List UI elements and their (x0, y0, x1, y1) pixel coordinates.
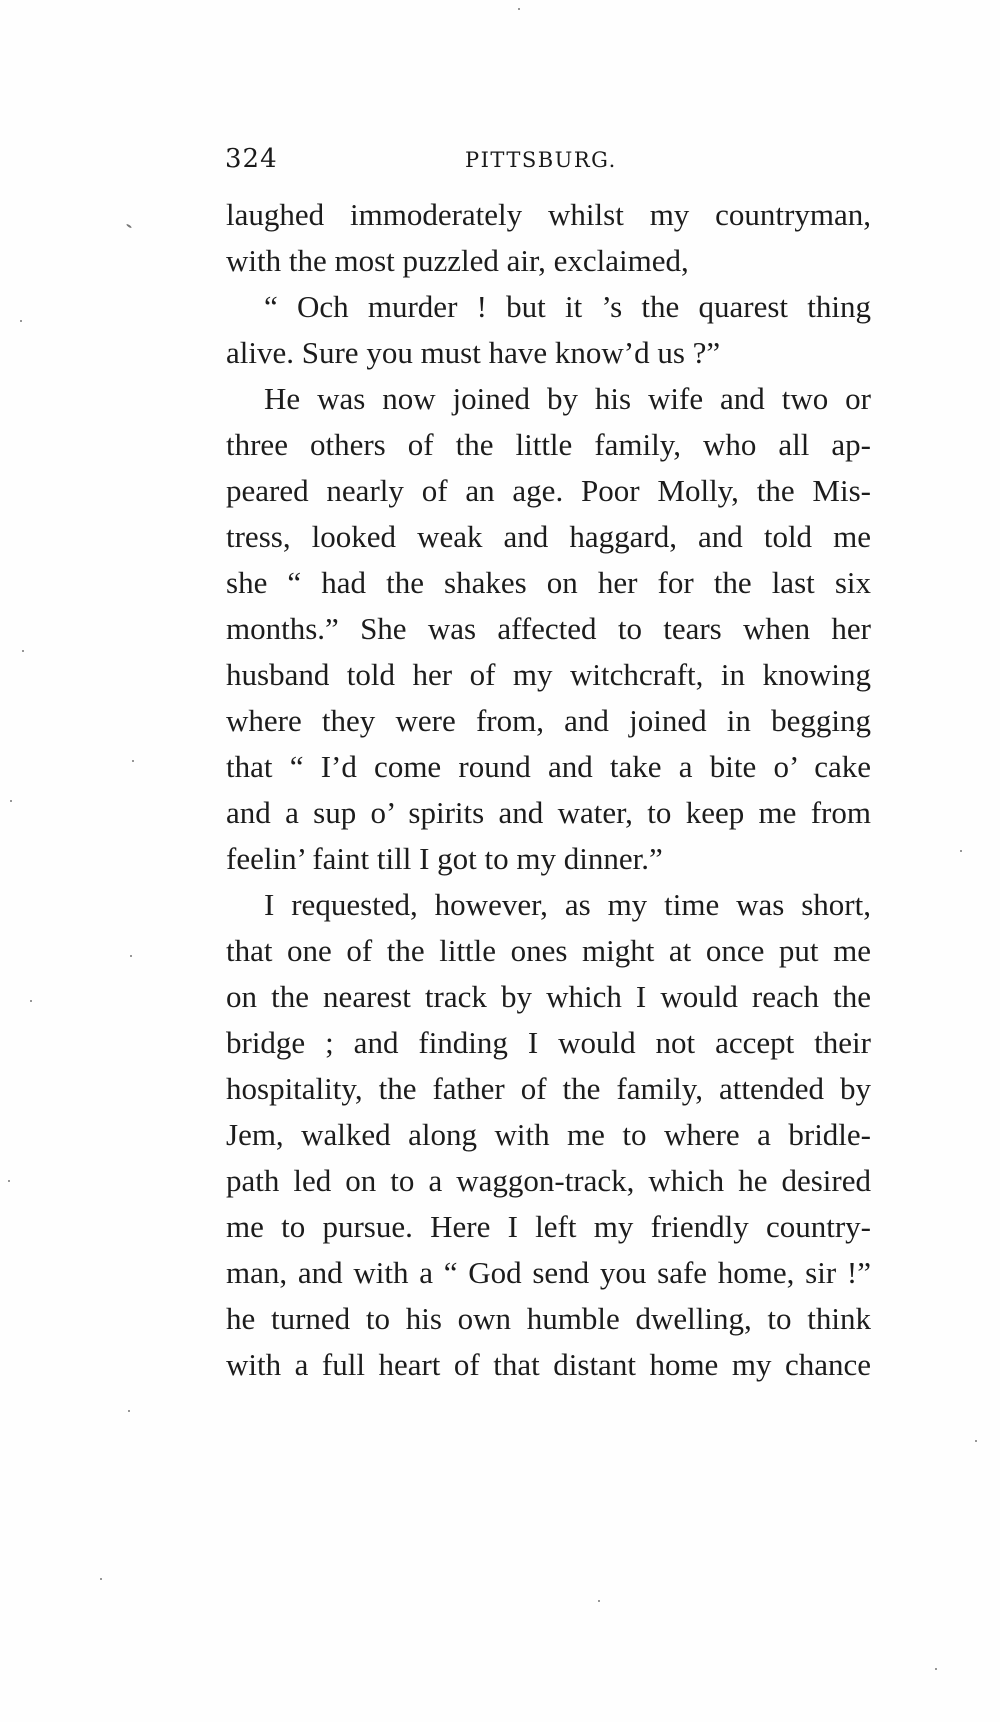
text-line: alive. Sure you must have know’d us ?” (226, 335, 721, 370)
scan-speck (20, 320, 22, 322)
scan-speck (598, 1600, 600, 1602)
scan-speck (10, 800, 12, 802)
text-line: she “ had the shakes on her for the last six (226, 565, 871, 600)
running-title: PITTSBURG. (465, 148, 617, 172)
scan-speck (30, 1000, 32, 1002)
scan-speck (975, 1440, 977, 1442)
text-line: laughed immoderately whilst my countryman, (226, 197, 871, 232)
text-line: man, and with a “ God send you safe home, sir !” (226, 1255, 871, 1290)
text-line: He was now joined by his wife and two or (264, 381, 871, 416)
scan-speck (130, 955, 132, 957)
text-line: husband told her of my witchcraft, in knowing (226, 657, 871, 692)
body-text (226, 192, 871, 1388)
text-line: months.” She was affected to tears when her (226, 611, 871, 646)
text-line: he turned to his own humble dwelling, to think (226, 1301, 871, 1336)
scan-speck (22, 650, 24, 652)
scan-speck (100, 1578, 102, 1580)
running-head (225, 144, 870, 184)
text-line: path led on to a waggon-track, which he desired (226, 1163, 871, 1198)
scan-speck (935, 1668, 937, 1670)
text-line: I requested, however, as my time was short, (264, 887, 871, 922)
text-line: feelin’ faint till I got to my dinner.” (226, 841, 663, 876)
scan-speck (960, 850, 962, 852)
text-line: three others of the little family, who all ap- (226, 427, 871, 462)
text-line: and a sup o’ spirits and water, to keep me from (226, 795, 871, 830)
page-number: 324 (225, 144, 278, 174)
text-line: with a full heart of that distant home my chance (226, 1347, 871, 1382)
text-line: me to pursue. Here I left my friendly country- (226, 1209, 871, 1244)
text-line: that “ I’d come round and take a bite o’ cake (226, 749, 871, 784)
text-line: hospitality, the father of the family, attended by (226, 1071, 871, 1106)
scan-speck (518, 8, 520, 10)
text-line: where they were from, and joined in begging (226, 703, 871, 738)
text-line: “ Och murder ! but it ’s the quarest thing (264, 289, 871, 324)
scan-speck (126, 223, 132, 228)
text-line: on the nearest track by which I would reach the (226, 979, 871, 1014)
text-line: with the most puzzled air, exclaimed, (226, 243, 689, 278)
scan-speck (128, 1410, 130, 1412)
text-line: peared nearly of an age. Poor Molly, the Mis- (226, 473, 871, 508)
text-line: bridge ; and finding I would not accept their (226, 1025, 871, 1060)
scan-speck (132, 760, 134, 762)
text-line: Jem, walked along with me to where a bridle- (226, 1117, 871, 1152)
text-line: that one of the little ones might at once put me (226, 933, 871, 968)
text-line: tress, looked weak and haggard, and told me (226, 519, 871, 554)
scan-speck (8, 1180, 10, 1182)
